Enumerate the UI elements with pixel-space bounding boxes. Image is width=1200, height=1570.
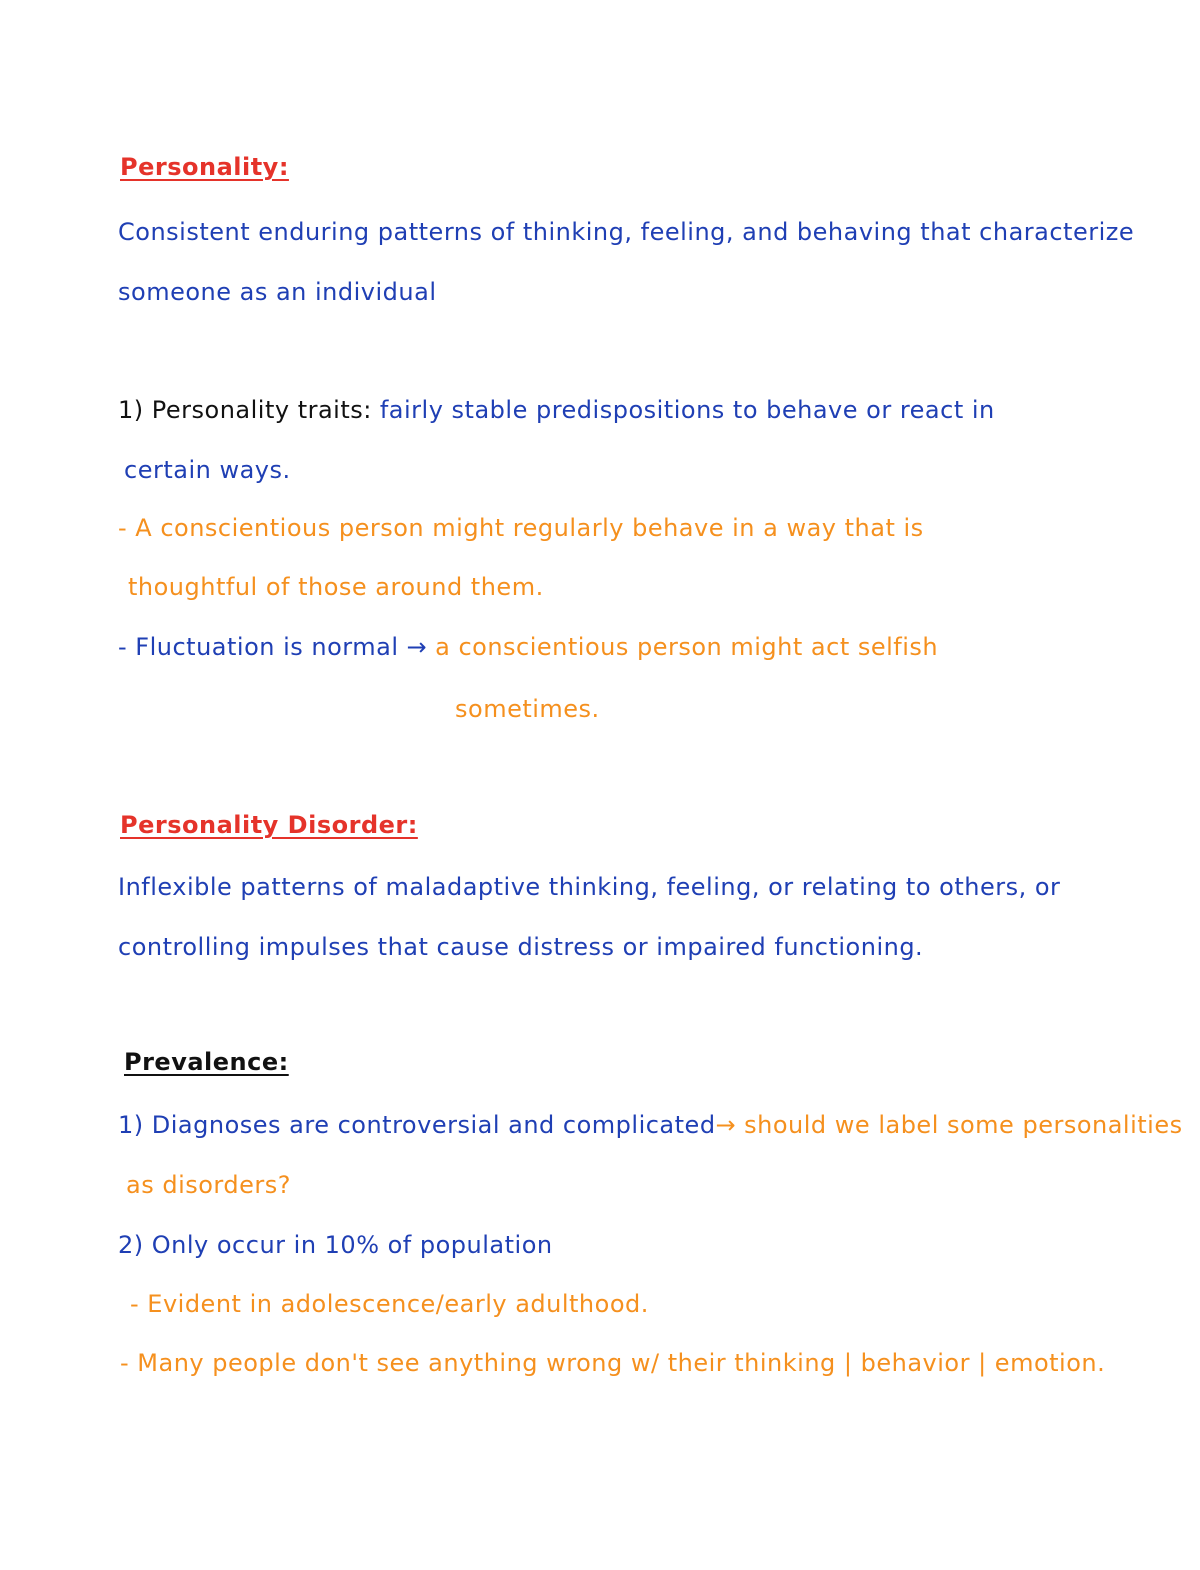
- traits-text-line1: fairly stable predispositions to behave or react in: [379, 396, 995, 424]
- disorder-definition-line2: controlling impulses that cause distress or impaired functioning.: [118, 933, 924, 961]
- right-arrow-icon: →: [715, 1111, 737, 1139]
- prevalence-heading: Prevalence:: [124, 1048, 289, 1076]
- prevalence-item2: 2) Only occur in 10% of population: [118, 1231, 553, 1259]
- fluctuation-row: [118, 630, 938, 664]
- prevalence-item1-suffix: should we label some personalities: [744, 1111, 1183, 1139]
- personality-heading: Personality:: [120, 153, 289, 181]
- personality-definition-line2: someone as an individual: [118, 278, 437, 306]
- traits-row: [118, 393, 995, 427]
- prevalence-item1-prefix: 1) Diagnoses are controversial and complicated: [118, 1111, 716, 1139]
- traits-text-line2: certain ways.: [124, 456, 291, 484]
- fluctuation-prefix: - Fluctuation is normal: [118, 633, 399, 661]
- fluctuation-line2: sometimes.: [455, 695, 600, 723]
- prevalence-item1-line2: as disorders?: [126, 1171, 291, 1199]
- personality-definition-line1: Consistent enduring patterns of thinking, feeling, and behaving that characterize: [118, 218, 1135, 246]
- example-line2: thoughtful of those around them.: [128, 573, 544, 601]
- prevalence-item1-row: [118, 1108, 1183, 1142]
- right-arrow-icon: →: [406, 633, 428, 661]
- prevalence-item2-sub1: - Evident in adolescence/early adulthood.: [130, 1290, 649, 1318]
- prevalence-item2-sub2: - Many people don't see anything wrong w/ their thinking | behavior | emotion.: [120, 1349, 1106, 1377]
- disorder-definition-line1: Inflexible patterns of maladaptive thinking, feeling, or relating to others, or: [118, 873, 1061, 901]
- fluctuation-suffix: a conscientious person might act selfish: [435, 633, 939, 661]
- example-line1: - A conscientious person might regularly behave in a way that is: [118, 514, 924, 542]
- disorder-heading: Personality Disorder:: [120, 811, 418, 839]
- traits-label: 1) Personality traits:: [118, 396, 372, 424]
